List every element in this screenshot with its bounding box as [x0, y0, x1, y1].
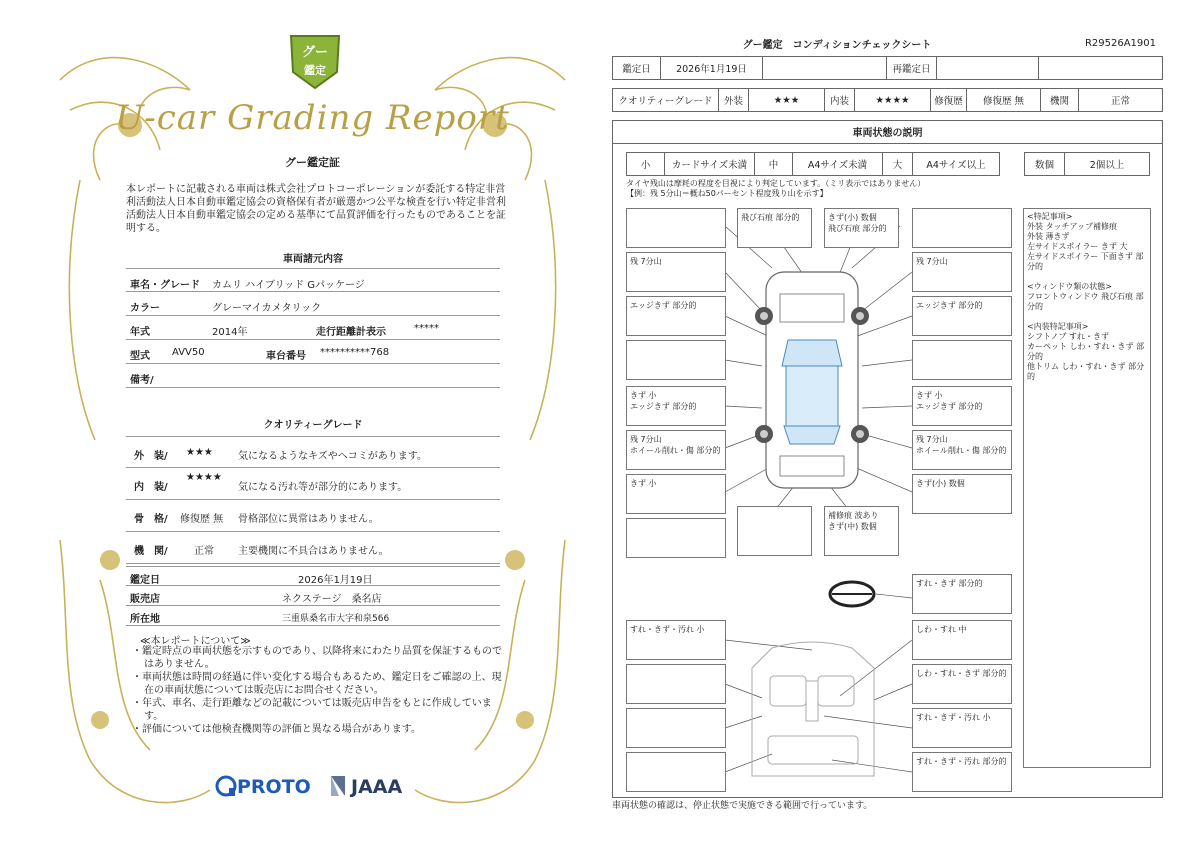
size-small-desc: カードサイズ未満: [665, 153, 755, 175]
jaaa-logo-icon: [329, 774, 347, 798]
damage-box: [626, 518, 726, 558]
row-interior: [126, 468, 500, 500]
frame-text: 骨格部位に異常はありません。: [238, 514, 379, 525]
certificate-title: グー鑑定証: [285, 156, 340, 169]
interior-note-line: カーペット しわ・すれ・きず 部分的: [1027, 342, 1145, 361]
special-line: 外装 薄きず: [1027, 232, 1070, 241]
row-color: [126, 292, 500, 316]
note-item: ・評価については他検査機関等の評価と異なる場合があります。: [132, 724, 421, 735]
mileage-value: *****: [414, 323, 439, 334]
address-value: 三重県桑名市大字和泉566: [282, 614, 390, 624]
interior-box: すれ・きず・汚れ 部分的: [912, 752, 1012, 792]
special-line: 外装 タッチアップ補修痕: [1027, 222, 1117, 231]
row-frame: [126, 500, 500, 532]
row-exterior: [126, 436, 500, 468]
interior-text: 気になる汚れ等が部分的にあります。: [238, 482, 408, 493]
size-mid: 中: [755, 153, 793, 175]
size-mid-desc: A4サイズ未満: [793, 153, 883, 175]
color-label: カラー: [130, 303, 160, 314]
repair-value: 修復歴 無: [967, 89, 1041, 111]
row-shop: [126, 586, 500, 606]
special-title: <特記事項>: [1027, 212, 1073, 221]
year-label: 年式: [130, 327, 150, 338]
window-title: <ウィンドウ類の状態>: [1027, 282, 1112, 291]
jaaa-logo-text: JAAA: [351, 776, 403, 798]
interior-diagram: [752, 642, 874, 776]
engine-label: 機関: [1041, 89, 1079, 111]
interior-box: すれ・きず 部分的: [912, 574, 1012, 614]
note-item: ・車両状態は時間の経過に伴い変化する場合もあるため、鑑定日をご確認の上、現在の車両状態については販売店にお問合せください。: [132, 672, 502, 696]
special-line: 左サイドスポイラー 下面きず 部分的: [1027, 252, 1144, 271]
exterior-text: 気になるようなキズやへコミがあります。: [238, 451, 427, 462]
interior-note-line: 他トリム しわ・すれ・きず 部分的: [1027, 362, 1145, 381]
special-line: 左サイドスポイラー きず 大: [1027, 242, 1128, 251]
interior-box: [626, 708, 726, 748]
interior-box: すれ・きず・汚れ 小: [912, 708, 1012, 748]
quality-label: クオリティーグレード: [613, 89, 719, 111]
redate-label: 再鑑定日: [887, 57, 937, 79]
date-value: 2026年1月19日: [298, 575, 373, 586]
row-remarks: [126, 364, 500, 388]
special-notes: [1023, 208, 1151, 768]
damage-box: 飛び石痕 部分的: [737, 208, 812, 248]
damage-box: 残 7分山 ホイール削れ・傷 部分的: [912, 430, 1012, 470]
damage-box: [737, 506, 812, 556]
interior-notes-title: <内装特記事項>: [1027, 322, 1089, 331]
interior-label: 内 装/: [134, 482, 168, 493]
name-label: 車名・グレード: [130, 280, 200, 291]
damage-box: エッジきず 部分的: [626, 296, 726, 336]
grading-certificate: [40, 20, 585, 830]
engine-label: 機 関/: [134, 546, 168, 557]
car-diagram: [755, 272, 869, 488]
remarks-label: 備考/: [130, 375, 154, 386]
damage-box: 残 7分山: [912, 252, 1012, 292]
footnote: 車両状態の確認は、停止状態で実施できる範囲で行っています。: [612, 801, 873, 811]
note-item: ・年式、車名、走行距離などの記載については販売店申告をもとに作成しています。: [132, 698, 492, 722]
engine-text: 主要機関に不具合はありません。: [238, 546, 389, 557]
damage-box: [912, 208, 1012, 248]
damage-box: [912, 340, 1012, 380]
damage-box: きず 小: [626, 474, 726, 514]
sheet-title: グー鑑定 コンディションチェックシート: [742, 40, 932, 51]
interior-stars: ★★★★: [186, 472, 222, 483]
interior-box: すれ・きず・汚れ 小: [626, 620, 726, 660]
damage-box: きず(小) 数個 飛び石痕 部分的: [824, 208, 899, 248]
model-label: 型式: [130, 351, 150, 362]
row-model: [126, 340, 500, 364]
damage-box: [626, 208, 726, 248]
badge-bottom-text: 鑑定: [304, 64, 326, 77]
damage-box: 補修痕 波あり きず(中) 数個: [824, 506, 899, 556]
row-year: [126, 316, 500, 340]
proto-logo-icon: [215, 774, 237, 798]
interior-box: しわ・すれ・きず 部分的: [912, 664, 1012, 704]
size-large-desc: A4サイズ以上: [926, 160, 986, 171]
exterior-value: ★★★: [749, 89, 825, 111]
grade-heading: クオリティーグレード: [263, 420, 363, 431]
notes-title: ≪本レポートについて≫: [140, 636, 251, 647]
engine-value: 正常: [194, 546, 214, 557]
exterior-label: 外装: [719, 89, 749, 111]
certificate-text: 本レポートに記載される車両は株式会社プロトコーポレーションが委託する特定非営利活動法人日本自動車鑑定協会の資格保有者が厳選かつ公平な検査を行い特定非営利活動法人日本自動車鑑定協会の定める基準にて品質評価を行ったものであることを証明する。: [126, 184, 506, 234]
damage-box: 残 7分山: [626, 252, 726, 292]
notes-list: [132, 645, 502, 736]
row-date: [126, 566, 500, 586]
frame-label: 骨 格/: [134, 514, 168, 525]
engine-value: 正常: [1110, 96, 1130, 107]
spec-heading: 車両諸元内容: [283, 254, 343, 265]
interior-box: [626, 664, 726, 704]
condition-check-sheet: [612, 36, 1164, 812]
damage-box: きず(小) 数個: [912, 474, 1012, 514]
name-value: カムリ ハイブリッド Gパッケージ: [212, 280, 365, 291]
row-name: [126, 268, 500, 292]
condition-heading: 車両状態の説明: [612, 120, 1163, 144]
frame-value: 修復歴 無: [180, 514, 224, 525]
repair-label: 修復歴: [931, 89, 967, 111]
report-title: U-car Grading Report: [115, 98, 510, 138]
interior-box: しわ・すれ 中: [912, 620, 1012, 660]
goo-kantei-badge: [287, 32, 343, 92]
shop-value: ネクステージ 桑名店: [282, 594, 382, 605]
shop-label: 販売店: [130, 594, 160, 605]
damage-box: [626, 340, 726, 380]
date-value: 2026年1月19日: [661, 57, 763, 79]
interior-value: ★★★★: [855, 89, 931, 111]
count-label: 数個: [1025, 153, 1065, 175]
proto-logo-text: PROTO: [237, 776, 311, 798]
damage-box: エッジきず 部分的: [912, 296, 1012, 336]
row-engine: [126, 532, 500, 564]
row-address: [126, 606, 500, 626]
exterior-stars: ★★★: [186, 447, 213, 458]
damage-box: 残 7分山 ホイール削れ・傷 部分的: [626, 430, 726, 470]
interior-label: 内装: [825, 89, 855, 111]
note-item: ・鑑定時点の車両状態を示すものであり、以降将来にわたり品質を保証するものではありません。: [132, 646, 502, 670]
steering-wheel-icon: [830, 582, 874, 606]
color-value: グレーマイカメタリック: [212, 303, 322, 314]
interior-note-line: シフトノブ すれ・きず: [1027, 332, 1110, 341]
model-value: AVV50: [172, 347, 205, 358]
damage-box: きず 小 エッジきず 部分的: [626, 386, 726, 426]
tire-note-line: 【例：残 5分山＝概ね50パーセント程度残り山を示す】: [626, 189, 828, 198]
address-label: 所在地: [130, 614, 160, 625]
tire-note-line: タイヤ残山は摩耗の程度を目視により判定しています。（ミリ表示ではありません）: [626, 179, 926, 188]
damage-box: きず 小 エッジきず 部分的: [912, 386, 1012, 426]
window-line: フロントウィンドウ 飛び石痕 部分的: [1027, 292, 1144, 311]
exterior-label: 外 装/: [134, 451, 168, 462]
sheet-id: R29526A1901: [1084, 38, 1156, 49]
date-label: 鑑定日: [613, 57, 661, 79]
chassis-value: **********768: [320, 347, 390, 358]
count-desc: 2個以上: [1089, 160, 1125, 171]
year-value: 2014年: [212, 327, 248, 338]
chassis-label: 車台番号: [266, 351, 306, 362]
size-small: 小: [627, 153, 665, 175]
size-large: 大: [883, 153, 913, 175]
interior-box: [626, 752, 726, 792]
logos: [215, 772, 415, 802]
date-label: 鑑定日: [130, 575, 160, 586]
mileage-label: 走行距離計表示: [316, 327, 386, 338]
badge-top-text: グー: [301, 45, 329, 60]
